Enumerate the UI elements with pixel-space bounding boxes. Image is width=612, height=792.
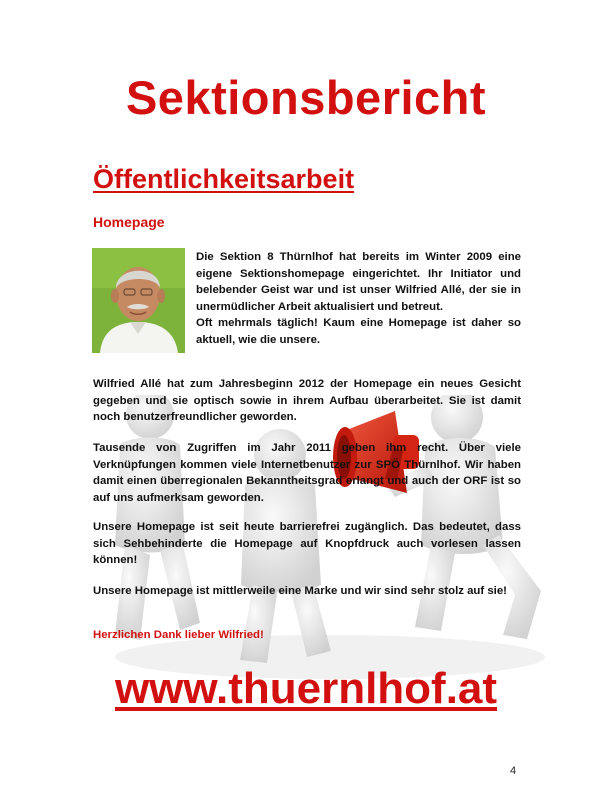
sub-heading: Homepage <box>93 214 165 230</box>
portrait-photo <box>92 248 185 353</box>
paragraph-accessibility: Unsere Homepage ist seit heute barrierefrei zugänglich. Das bedeutet, dass sich Sehbehinderte die Homepage auf Knopfdruck auch vorlesen lassen können! <box>93 521 521 566</box>
paragraph-brand: Unsere Homepage ist mittlerweile eine Marke und wir sind sehr stolz auf sie! <box>93 585 507 597</box>
paragraph-intro-part1: Die Sektion 8 Thürnlhof hat bereits im Winter 2009 eine eigene Sektionshomepage eingerichtet. Ihr Initiator und belebender Geist war und ist unser Wilfried Allé, der sie in unermüdlicher Arbeit aktualisiert und betreut. <box>196 251 521 313</box>
page-number: 4 <box>510 765 517 777</box>
figure-right <box>387 395 541 639</box>
paragraph-visits: Tausende von Zugriffen im Jahr 2011 geben ihm recht. Über viele Verknüpfungen kommen viele Internetbenutzer zur SPÖ Thürnlhof. Wir haben damit einen überregionalen Bekanntheitsgrad erlangt und auch der ORF ist so auf uns aufmerksam geworden. <box>93 442 521 504</box>
paragraph-redesign: Wilfried Allé hat zum Jahresbeginn 2012 der Homepage ein neues Gesicht gegeben und sie optisch sowie in ihrem Aufbau überarbeitet. Sie ist damit noch benutzerfreundlicher geworden. <box>93 378 521 423</box>
portrait-image <box>92 248 185 353</box>
paragraph-intro-part2: Oft mehrmals täglich! Kaum eine Homepage ist daher so aktuell, wie die unsere. <box>196 317 521 346</box>
page-title: Sektionsbericht <box>125 71 487 124</box>
website-url: www.thuernlhof.at <box>114 664 498 713</box>
section-heading: Öffentlichkeitsarbeit <box>93 164 355 194</box>
figure-left <box>115 395 200 640</box>
paragraph-intro <box>196 249 521 348</box>
thanks-line: Herzlichen Dank lieber Wilfried! <box>93 629 264 641</box>
